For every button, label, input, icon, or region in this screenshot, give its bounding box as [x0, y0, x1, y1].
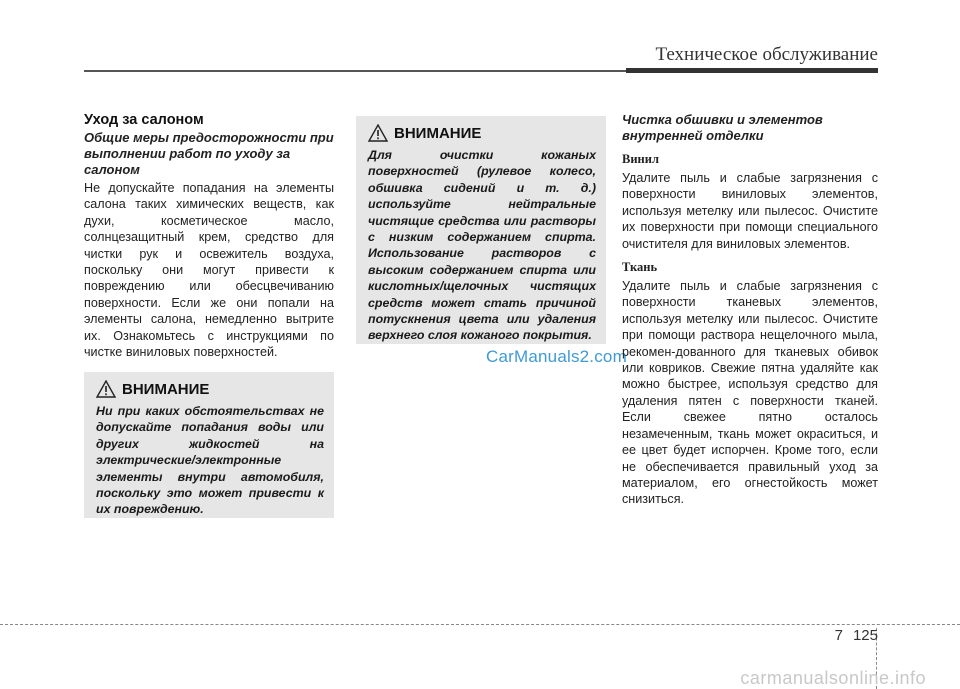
fabric-heading: Ткань	[622, 260, 658, 275]
fabric-body-text: Удалите пыль и слабые загрязнения с поверхности тканевых элементов, используя метелку или пылесос. Очистите при помощи раствора нещелочного мыла, рекомен-дованного для тканевых обивок или ковриков. Свежие пятна удаляйте как можно быстрее, используя средство для удаления пятен с поверхности тканей. Если свежее пятно осталось незамеченным, ткань может окраситься, и ее цвет будет испорчен. Кроме того, если не обеспечивается правильный уход за материалом, его огнестойкость может снизиться.	[622, 279, 878, 507]
watermark-link[interactable]: CarManuals2.com	[486, 347, 627, 366]
warning-box-leather	[356, 116, 606, 344]
vinyl-heading: Винил	[622, 152, 659, 166]
cleaning-subtitle: Чистка обшивки и элементов внутренней отделки	[622, 112, 823, 143]
chapter-header-title: Техническое обслуживание	[655, 44, 878, 65]
footer-rule	[0, 624, 960, 625]
chapter-number: 7	[834, 627, 843, 644]
warning-text: Ни при каких обстоятельствах не допускайте попадания воды или других жидкостей на электрические/электронные элементы внутри автомобиля, поскольку это может привести к их повреждению.	[96, 404, 324, 517]
warning-label: ВНИМАНИЕ	[122, 380, 210, 398]
left-column	[84, 112, 334, 360]
page-number-value: 125	[852, 627, 878, 644]
section-title: Уход за салоном	[84, 112, 204, 128]
warning-header	[368, 124, 596, 142]
section-body-text: Не допускайте попадания на элементы салона таких химических веществ, как духи, косметическое масло, солнцезащитный крем, средство для чистки рук и освежитель воздуха, поскольку они могут привести к повреждению или обесцвечиванию поверхности. Если же они попали на элементы салона, немедленно вытрите их. Ознакомьтесь с инструкциями по чистке виниловых поверхностей.	[84, 181, 334, 360]
header-rule-accent	[626, 68, 878, 73]
site-watermark: carmanualsonline.info	[740, 668, 926, 688]
warning-triangle-icon	[368, 124, 388, 142]
section-subtitle: Общие меры предосторожности при выполнении работ по уходу за салоном	[84, 130, 334, 177]
right-column	[622, 112, 878, 508]
middle-column	[356, 116, 606, 344]
vinyl-body-text: Удалите пыль и слабые загрязнения с поверхности виниловых элементов, используя метелку или пылесос. Очистите их поверхности при помощи специального очистителя для виниловых элементов.	[622, 171, 878, 251]
page-number	[835, 627, 878, 644]
warning-box-water	[84, 372, 334, 518]
warning-text: Для очистки кожаных поверхностей (рулевое колесо, обшивка сидений и т. д.) используйте нейтральные чистящие средства или растворы с низким содержанием спирта. Использование растворов с высоким содержанием спирта или кислотных/щелочных чистящих средств может стать причиной потускнения цвета или удаления верхнего слоя кожаного покрытия.	[368, 148, 596, 343]
warning-triangle-icon	[96, 380, 116, 398]
warning-header	[96, 380, 324, 398]
warning-label: ВНИМАНИЕ	[394, 124, 482, 142]
